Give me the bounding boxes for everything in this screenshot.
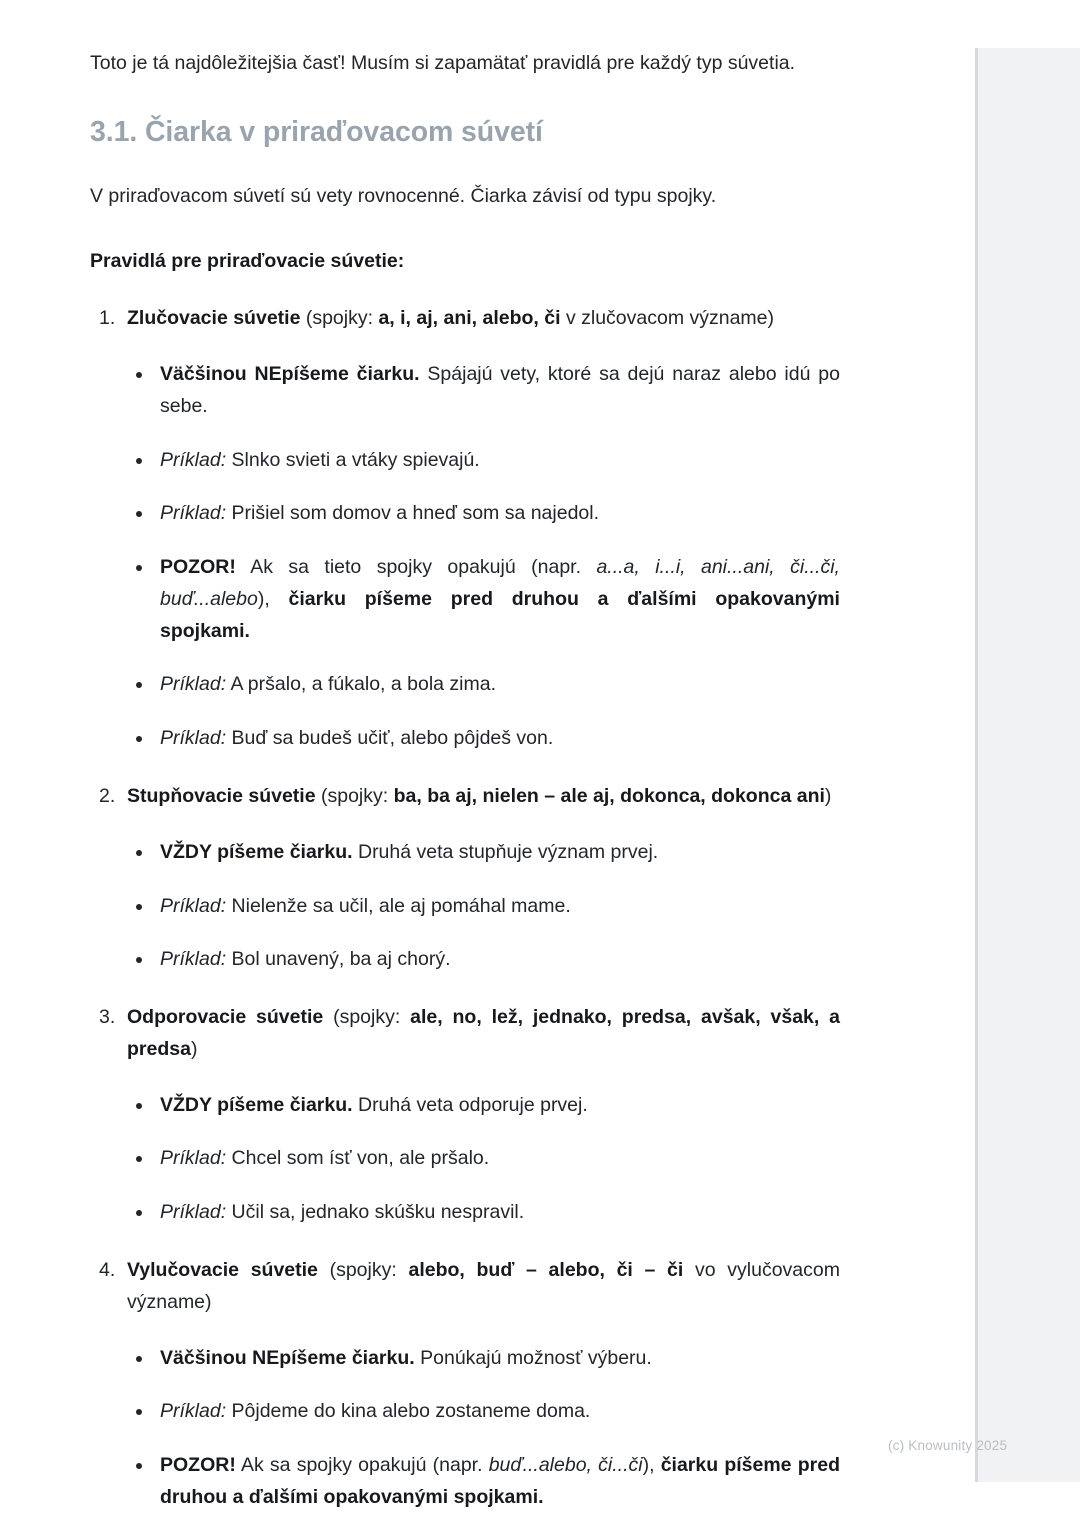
document-content xyxy=(90,48,840,1514)
sub-examples-italic: a...a, i...i, ani...ani, či...či, buď...alebo xyxy=(160,556,840,610)
example-label: Príklad: xyxy=(160,673,227,696)
sub-emphasis: VŽDY píšeme čiarku. xyxy=(160,1093,353,1116)
sub-item: Príklad: Chcel som ísť von, ale pršalo. xyxy=(127,1143,840,1175)
sub-emphasis: POZOR! xyxy=(160,556,236,579)
sub-emphasis: VŽDY píšeme čiarku. xyxy=(160,840,353,863)
sub-item: VŽDY píšeme čiarku. Druhá veta stupňuje význam prvej. xyxy=(127,837,840,869)
rule-type-name: Odporovacie súvetie xyxy=(127,1006,324,1029)
rule-title: Odporovacie súvetie (spojky: ale, no, lež, jednako, predsa, avšak, však, a predsa) xyxy=(127,1006,840,1060)
sub-emphasis: Väčšinou NEpíšeme čiarku. xyxy=(160,1346,415,1369)
example-label: Príklad: xyxy=(160,948,227,971)
sub-item: POZOR! Ak sa tieto spojky opakujú (napr. a...a, i...i, ani...ani, či...či, buď...alebo), čiarku píšeme pred druhou a ďalšími opakovanými spojkami. xyxy=(127,552,840,647)
intro-paragraph: Toto je tá najdôležitejšia časť! Musím si zapamätať pravidlá pre každý typ súvetia. xyxy=(90,52,796,74)
sub-item: POZOR! Ak sa spojky opakujú (napr. buď...alebo, či...či), čiarku píšeme pred druhou a ďalšími opakovanými spojkami. xyxy=(127,1450,840,1514)
example-label: Príklad: xyxy=(160,1147,227,1170)
sub-list xyxy=(127,359,840,755)
rule-title: Zlučovacie súvetie (spojky: a, i, aj, ani, alebo, či v zlučovacom význame) xyxy=(127,307,775,330)
sub-item: Príklad: Bol unavený, ba aj chorý. xyxy=(127,944,840,976)
rule-item xyxy=(90,303,840,755)
sub-item: Väčšinou NEpíšeme čiarku. Spájajú vety, ktoré sa dejú naraz alebo idú po sebe. xyxy=(127,359,840,423)
rules-label: Pravidlá pre priraďovacie súvetie: xyxy=(90,250,405,273)
rule-item xyxy=(90,1255,840,1514)
sub-list xyxy=(127,837,840,976)
rule-conjunctions: a, i, aj, ani, alebo, či xyxy=(378,307,561,330)
page-side-strip[interactable] xyxy=(975,48,1080,1482)
sub-item: Príklad: Nielenže sa učil, ale aj pomáhal mame. xyxy=(127,891,840,923)
rule-title: Vylučovacie súvetie (spojky: alebo, buď – alebo, či – či vo vylučovacom význame) xyxy=(127,1259,840,1313)
sub-rule-emphasis: čiarku píšeme pred druhou a ďalšími opakovanými spojkami. xyxy=(160,587,840,642)
sub-list xyxy=(127,1090,840,1229)
rule-item xyxy=(90,1002,840,1229)
rule-conjunctions: alebo, buď – alebo, či – či xyxy=(408,1259,684,1282)
rule-conjunctions: ale, no, lež, jednako, predsa, avšak, však, a predsa xyxy=(127,1006,840,1060)
example-label: Príklad: xyxy=(160,1201,227,1224)
example-label: Príklad: xyxy=(160,448,227,471)
sub-item: Väčšinou NEpíšeme čiarku. Ponúkajú možnosť výberu. xyxy=(127,1343,840,1375)
rule-type-name: Stupňovacie súvetie xyxy=(127,785,316,808)
sub-rule-emphasis: čiarku píšeme pred druhou a ďalšími opakovanými spojkami. xyxy=(160,1454,840,1508)
example-label: Príklad: xyxy=(160,894,227,917)
sub-item: Príklad: A pršalo, a fúkalo, a bola zima. xyxy=(127,669,840,701)
sub-emphasis: POZOR! xyxy=(160,1454,236,1477)
sub-item: Príklad: Učil sa, jednako skúšku nespravil. xyxy=(127,1197,840,1229)
rule-title: Stupňovacie súvetie (spojky: ba, ba aj, nielen – ale aj, dokonca, dokonca ani) xyxy=(127,785,832,808)
sub-item: Príklad: Pôjdeme do kina alebo zostaneme doma. xyxy=(127,1396,840,1428)
example-label: Príklad: xyxy=(160,502,227,525)
rule-type-name: Vylučovacie súvetie xyxy=(127,1259,318,1282)
sub-emphasis: Väčšinou NEpíšeme čiarku. xyxy=(160,362,420,385)
rule-item xyxy=(90,781,840,976)
lead-paragraph: V priraďovacom súvetí sú vety rovnocenné. Čiarka závisí od typu spojky. xyxy=(90,184,717,207)
example-label: Príklad: xyxy=(160,1400,227,1423)
sub-item: Príklad: Slnko svieti a vtáky spievajú. xyxy=(127,445,840,477)
rules-list xyxy=(90,303,840,1514)
sub-item: Príklad: Buď sa budeš učiť, alebo pôjdeš von. xyxy=(127,723,840,755)
example-label: Príklad: xyxy=(160,727,227,750)
sub-list xyxy=(127,1343,840,1514)
sub-item: VŽDY píšeme čiarku. Druhá veta odporuje prvej. xyxy=(127,1090,840,1122)
copyright-watermark: (c) Knowunity 2025 xyxy=(888,1438,1008,1453)
rule-conjunctions: ba, ba aj, nielen – ale aj, dokonca, dokonca ani xyxy=(393,785,825,808)
rule-type-name: Zlučovacie súvetie xyxy=(127,307,301,330)
page-title: 3.1. Čiarka v priraďovacom súvetí xyxy=(90,115,543,148)
sub-item: Príklad: Prišiel som domov a hneď som sa najedol. xyxy=(127,498,840,530)
sub-examples-italic: buď...alebo, či...či xyxy=(488,1454,643,1477)
